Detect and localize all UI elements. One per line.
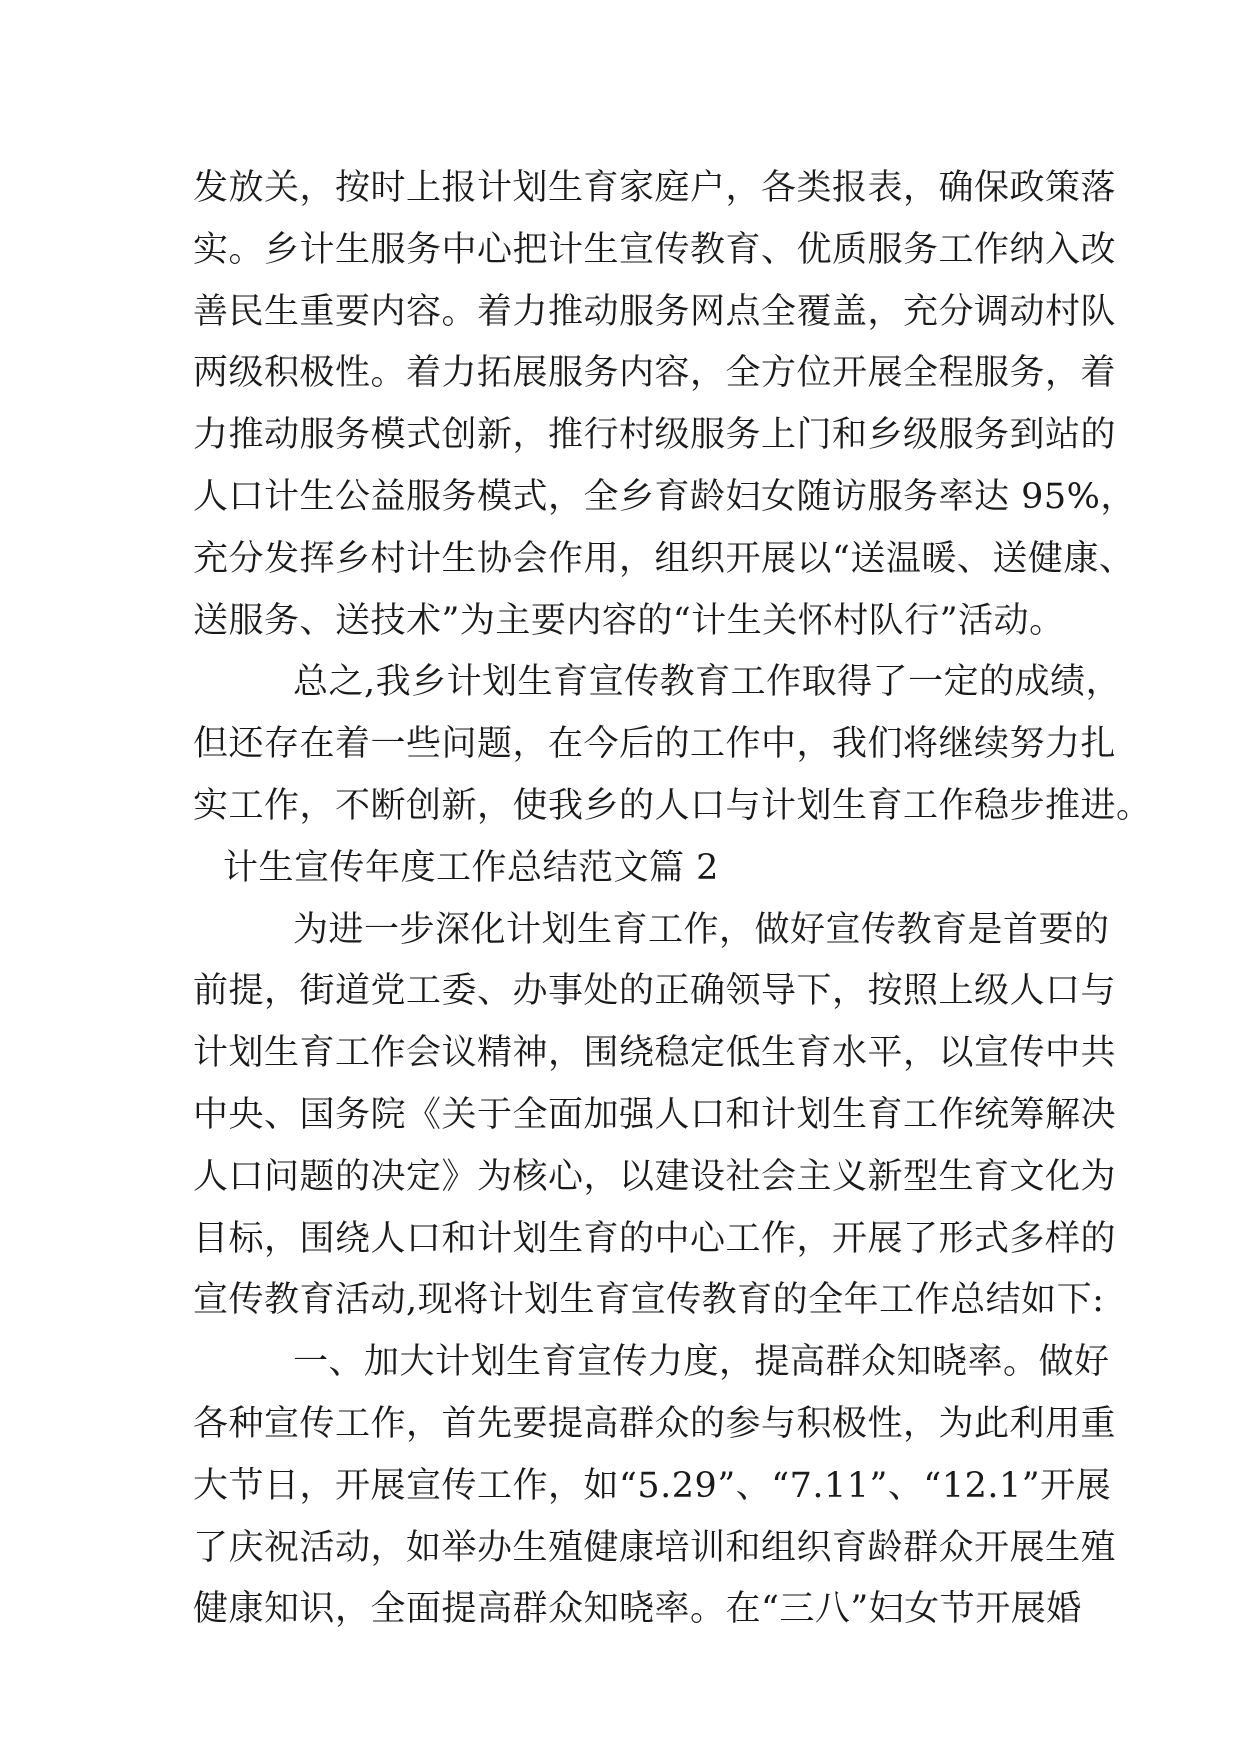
paragraph-4 xyxy=(193,1332,1117,1641)
paragraph-2 xyxy=(193,652,1152,837)
text-line: 为进一步深化计划生育工作，做好宣传教育是首要的 xyxy=(293,909,1110,950)
text-line: 目标，围绕人口和计划生育的中心工作，开展了形式多样的 xyxy=(193,1218,1117,1259)
paragraph-1 xyxy=(193,158,1136,652)
text-line: 充分发挥乡村计生协会作用，组织开展以“送温暖、送健康、 xyxy=(193,538,1135,579)
text-line: 两级积极性。着力拓展服务内容，全方位开展全程服务，着 xyxy=(193,353,1117,394)
text-line: 前提，街道党工委、办事处的正确领导下，按照上级人口与 xyxy=(193,971,1117,1012)
paragraph-3 xyxy=(193,900,1117,1333)
text-line: 善民生重要内容。着力推动服务网点全覆盖，充分调动村队 xyxy=(193,291,1117,332)
text-line: 计划生育工作会议精神，围绕稳定低生育水平，以宣传中共 xyxy=(193,1033,1117,1074)
text-line: 送服务、送技术”为主要内容的“计生关怀村队行”活动。 xyxy=(193,600,1065,641)
text-line: 人口问题的决定》为核心，以建设社会主义新型生育文化为 xyxy=(193,1156,1117,1197)
text-line: 总之,我乡计划生育宣传教育工作取得了一定的成绩， xyxy=(293,662,1122,703)
text-line: 实。乡计生服务中心把计生宣传教育、优质服务工作纳入改 xyxy=(193,229,1117,270)
text-line: 各种宣传工作，首先要提高群众的参与积极性，为此利用重 xyxy=(193,1403,1117,1444)
text-line: 实工作，不断创新，使我乡的人口与计划生育工作稳步推进。 xyxy=(193,785,1152,826)
text-line: 力推动服务模式创新，推行村级服务上门和乡级服务到站的 xyxy=(193,415,1117,456)
text-line: 中央、国务院《关于全面加强人口和计划生育工作统筹解决 xyxy=(193,1094,1117,1135)
text-line: 大节日，开展宣传工作，如“5.29”、“7.11”、“12.1”开展 xyxy=(193,1465,1112,1506)
document-body xyxy=(193,158,1152,1641)
text-line: 了庆祝活动，如举办生殖健康培训和组织育龄群众开展生殖 xyxy=(193,1527,1117,1568)
text-line: 一、加大计划生育宣传力度，提高群众知晓率。做好 xyxy=(293,1342,1110,1383)
text-line: 发放关，按时上报计划生育家庭户，各类报表，确保政策落 xyxy=(193,168,1117,208)
text-line: 健康知识，全面提高群众知晓率。在“三八”妇女节开展婚 xyxy=(193,1589,1082,1630)
text-line: 但还存在着一些问题，在今后的工作中，我们将继续努力扎 xyxy=(193,724,1117,765)
text-line: 人口计生公益服务模式，全乡育龄妇女随访服务率达 95%， xyxy=(193,476,1136,517)
text-line: 宣传教育活动,现将计划生育宣传教育的全年工作总结如下: xyxy=(193,1280,1105,1321)
section-heading: 计生宣传年度工作总结范文篇 2 xyxy=(223,847,719,888)
